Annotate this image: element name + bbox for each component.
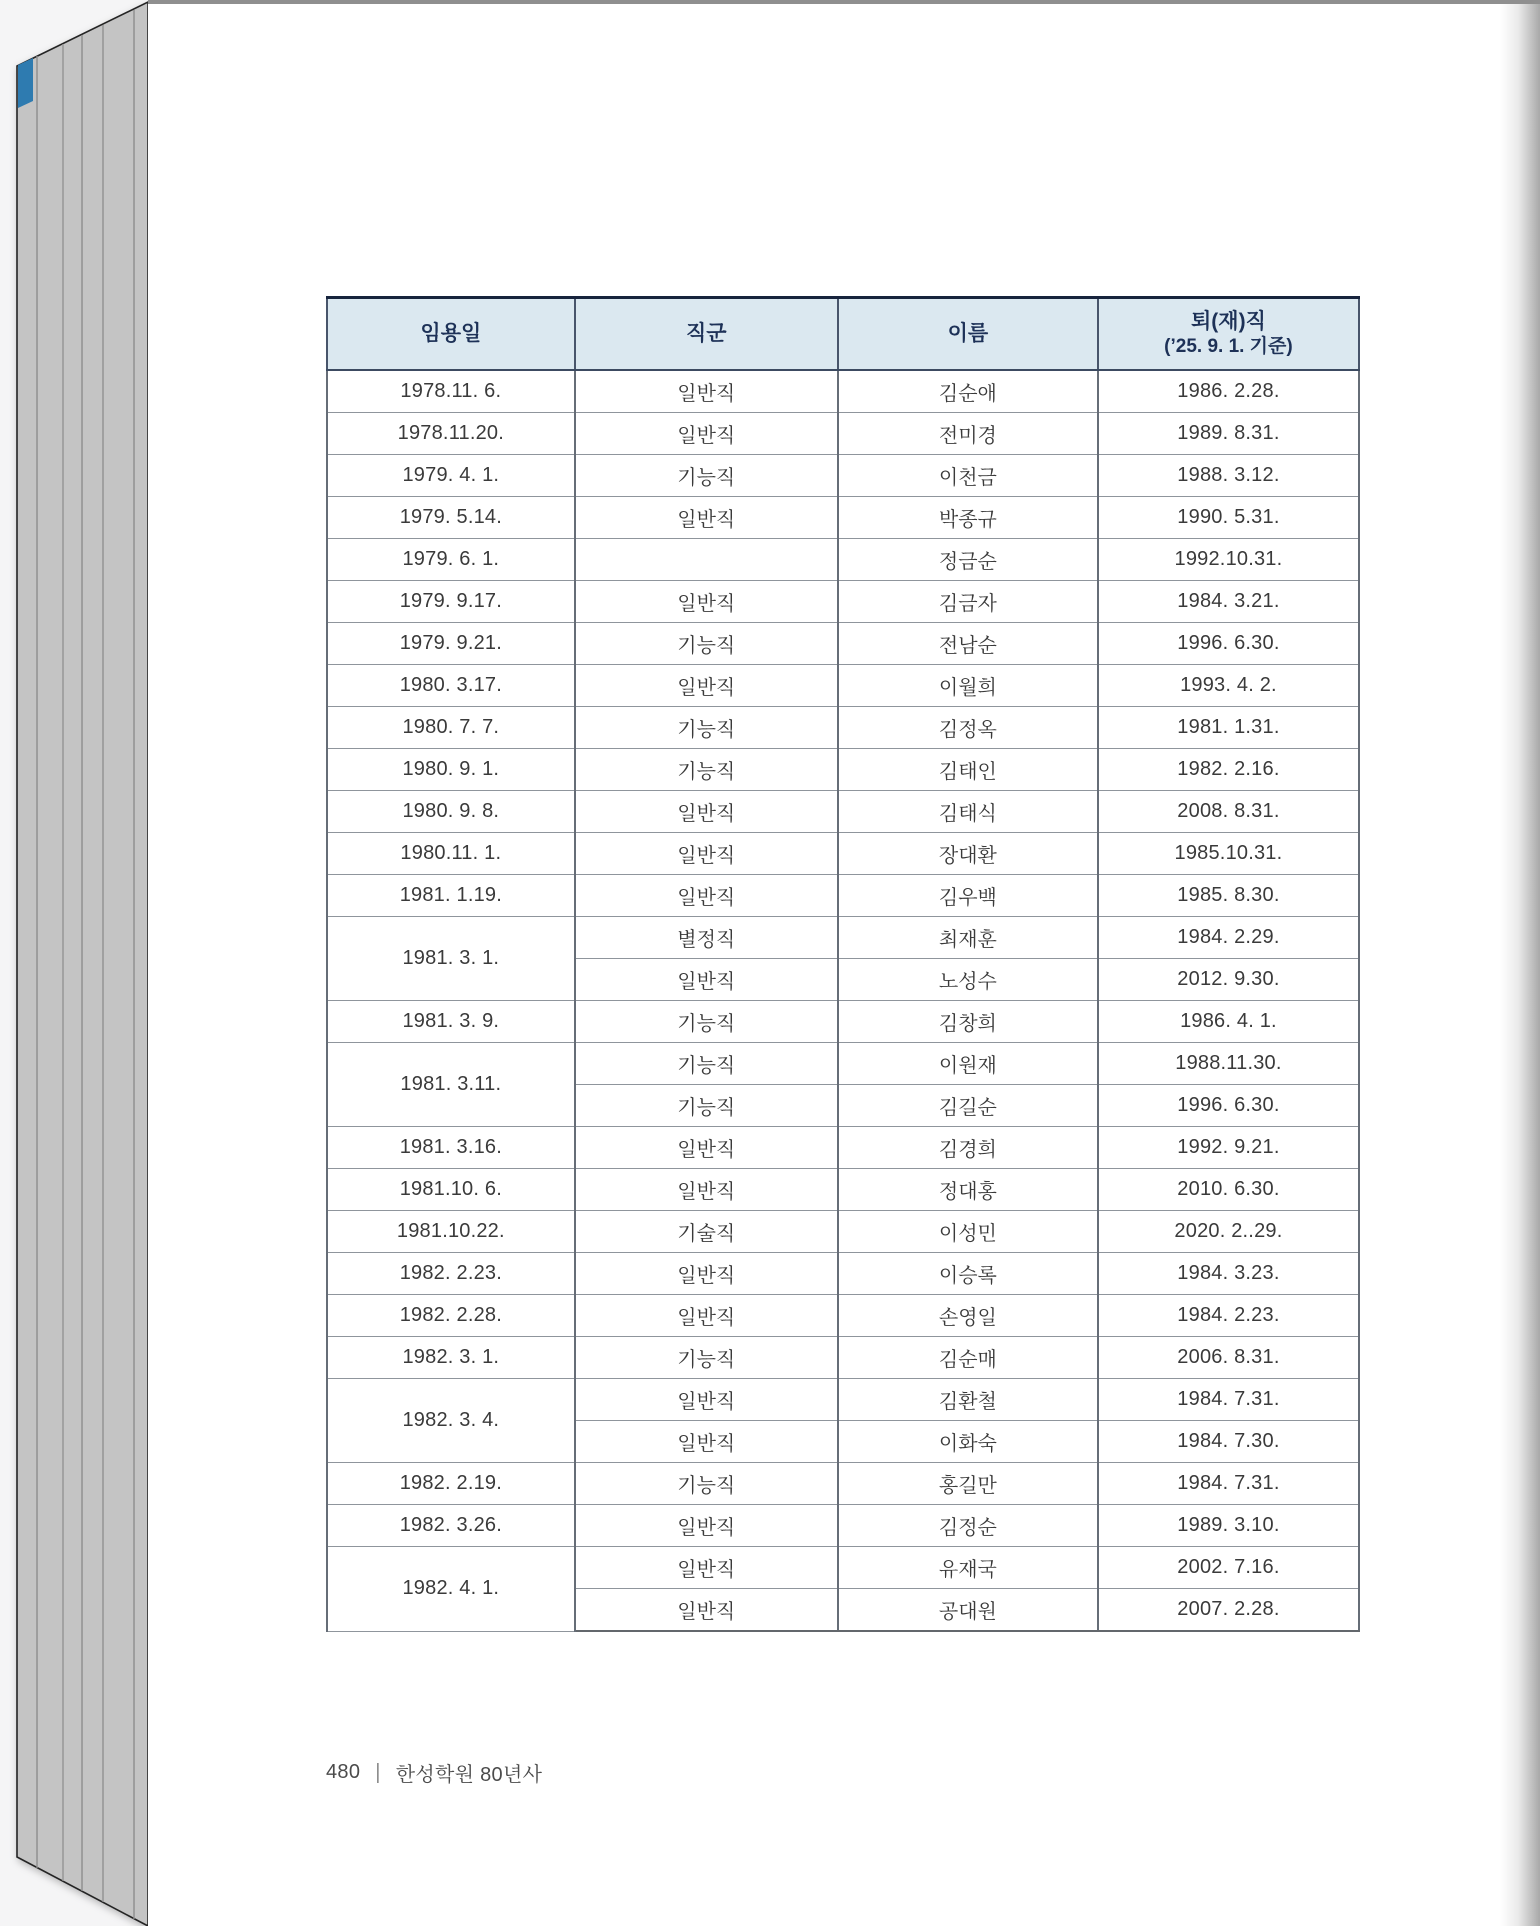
cell-appointment-date: 1982. 4. 1. (327, 1547, 575, 1632)
table-row (327, 1127, 1359, 1169)
cell-name: 김경희 (838, 1127, 1098, 1169)
book-title: 한성학원 80년사 (395, 1764, 543, 1786)
cell-retirement-date: 1989. 3.10. (1098, 1505, 1359, 1547)
cell-retirement-date: 1985.10.31. (1098, 833, 1359, 875)
cell-job-group (575, 539, 838, 581)
cell-name: 김정순 (838, 1505, 1098, 1547)
cell-appointment-date: 1979. 6. 1. (327, 539, 575, 581)
cell-appointment-date: 1981. 3. 1. (327, 917, 575, 1001)
table-header-row (327, 298, 1359, 371)
page-number: 480 (326, 1761, 361, 1783)
cell-name: 김우백 (838, 875, 1098, 917)
cell-name: 전남순 (838, 623, 1098, 665)
cell-job-group: 일반직 (575, 1547, 838, 1589)
header-name: 이름 (838, 298, 1098, 371)
cell-appointment-date: 1981. 1.19. (327, 875, 575, 917)
cell-appointment-date: 1981. 3.11. (327, 1043, 575, 1127)
cell-job-group: 기능직 (575, 1463, 838, 1505)
cell-appointment-date: 1980. 7. 7. (327, 707, 575, 749)
cell-name: 전미경 (838, 413, 1098, 455)
cell-appointment-date: 1982. 2.28. (327, 1295, 575, 1337)
table-row (327, 749, 1359, 791)
cell-name: 김창희 (838, 1001, 1098, 1043)
cell-name: 노성수 (838, 959, 1098, 1001)
cell-appointment-date: 1982. 3. 1. (327, 1337, 575, 1379)
table-row (327, 1337, 1359, 1379)
cell-retirement-date: 1985. 8.30. (1098, 875, 1359, 917)
cell-retirement-date: 2006. 8.31. (1098, 1337, 1359, 1379)
cell-job-group: 기능직 (575, 455, 838, 497)
cell-job-group: 별정직 (575, 917, 838, 959)
cell-job-group: 일반직 (575, 1127, 838, 1169)
cell-appointment-date: 1981.10.22. (327, 1211, 575, 1253)
cell-appointment-date: 1981. 3.16. (327, 1127, 575, 1169)
cell-appointment-date: 1978.11.20. (327, 413, 575, 455)
table-row (327, 791, 1359, 833)
cell-job-group: 기능직 (575, 1085, 838, 1127)
cell-retirement-date: 1992. 9.21. (1098, 1127, 1359, 1169)
header-retirement-line2: (’25. 9. 1. 기준) (1164, 336, 1293, 358)
cell-appointment-date: 1982. 3.26. (327, 1505, 575, 1547)
cell-job-group: 기술직 (575, 1211, 838, 1253)
cell-job-group: 일반직 (575, 497, 838, 539)
cell-retirement-date: 1992.10.31. (1098, 539, 1359, 581)
table-row (327, 413, 1359, 455)
cell-appointment-date: 1978.11. 6. (327, 370, 575, 413)
cell-retirement-date: 1996. 6.30. (1098, 623, 1359, 665)
cell-appointment-date: 1980. 9. 8. (327, 791, 575, 833)
cell-job-group: 기능직 (575, 623, 838, 665)
cell-appointment-date: 1979. 5.14. (327, 497, 575, 539)
cell-retirement-date: 1996. 6.30. (1098, 1085, 1359, 1127)
table-row (327, 1253, 1359, 1295)
cell-name: 김환철 (838, 1379, 1098, 1421)
cell-job-group: 일반직 (575, 370, 838, 413)
cell-retirement-date: 1986. 4. 1. (1098, 1001, 1359, 1043)
cell-name: 김길순 (838, 1085, 1098, 1127)
cell-appointment-date: 1979. 4. 1. (327, 455, 575, 497)
cell-job-group: 일반직 (575, 1505, 838, 1547)
cell-retirement-date: 1984. 2.29. (1098, 917, 1359, 959)
cell-job-group: 일반직 (575, 1421, 838, 1463)
cell-job-group: 일반직 (575, 1589, 838, 1632)
cell-retirement-date: 2008. 8.31. (1098, 791, 1359, 833)
cell-job-group: 기능직 (575, 749, 838, 791)
table-row (327, 1463, 1359, 1505)
cell-job-group: 일반직 (575, 1295, 838, 1337)
cell-name: 이성민 (838, 1211, 1098, 1253)
header-appointment-date: 임용일 (327, 298, 575, 371)
cell-job-group: 일반직 (575, 1379, 838, 1421)
footer-separator: | (375, 1760, 381, 1784)
cell-retirement-date: 1990. 5.31. (1098, 497, 1359, 539)
cell-appointment-date: 1980. 3.17. (327, 665, 575, 707)
cell-name: 정금순 (838, 539, 1098, 581)
cell-appointment-date: 1980. 9. 1. (327, 749, 575, 791)
cell-job-group: 일반직 (575, 413, 838, 455)
cell-appointment-date: 1979. 9.17. (327, 581, 575, 623)
cell-name: 김태인 (838, 749, 1098, 791)
cell-job-group: 일반직 (575, 959, 838, 1001)
cell-name: 박종규 (838, 497, 1098, 539)
page-right-edge-shade (1500, 4, 1540, 1926)
cell-name: 최재훈 (838, 917, 1098, 959)
cell-retirement-date: 1988.11.30. (1098, 1043, 1359, 1085)
cell-name: 김순애 (838, 370, 1098, 413)
cell-job-group: 일반직 (575, 665, 838, 707)
table-row (327, 1547, 1359, 1589)
cell-appointment-date: 1980.11. 1. (327, 833, 575, 875)
table-row (327, 833, 1359, 875)
table-row (327, 581, 1359, 623)
cell-name: 유재국 (838, 1547, 1098, 1589)
header-retirement (1098, 298, 1359, 371)
cell-job-group: 기능직 (575, 1337, 838, 1379)
cell-job-group: 일반직 (575, 833, 838, 875)
table-row (327, 917, 1359, 959)
cell-appointment-date: 1982. 2.23. (327, 1253, 575, 1295)
cell-retirement-date: 2002. 7.16. (1098, 1547, 1359, 1589)
cell-name: 장대환 (838, 833, 1098, 875)
cell-retirement-date: 1988. 3.12. (1098, 455, 1359, 497)
table-row (327, 497, 1359, 539)
table-row (327, 1505, 1359, 1547)
table-row (327, 455, 1359, 497)
cell-appointment-date: 1981.10. 6. (327, 1169, 575, 1211)
table-row (327, 875, 1359, 917)
cell-job-group: 일반직 (575, 791, 838, 833)
cell-name: 김정옥 (838, 707, 1098, 749)
cell-name: 이월희 (838, 665, 1098, 707)
table-row (327, 1169, 1359, 1211)
cell-appointment-date: 1981. 3. 9. (327, 1001, 575, 1043)
header-job-group: 직군 (575, 298, 838, 371)
cell-name: 이원재 (838, 1043, 1098, 1085)
cell-name: 김태식 (838, 791, 1098, 833)
cell-name: 이천금 (838, 455, 1098, 497)
page-footer (326, 1758, 542, 1787)
cell-name: 정대홍 (838, 1169, 1098, 1211)
cell-retirement-date: 1984. 3.21. (1098, 581, 1359, 623)
cell-retirement-date: 1984. 7.31. (1098, 1463, 1359, 1505)
cell-appointment-date: 1979. 9.21. (327, 623, 575, 665)
cell-retirement-date: 1993. 4. 2. (1098, 665, 1359, 707)
cell-name: 김순매 (838, 1337, 1098, 1379)
cell-name: 이화숙 (838, 1421, 1098, 1463)
book-page-stack (0, 0, 160, 1926)
table-row (327, 623, 1359, 665)
table-row (327, 1211, 1359, 1253)
cell-retirement-date: 1984. 2.23. (1098, 1295, 1359, 1337)
cell-retirement-date: 2012. 9.30. (1098, 959, 1359, 1001)
cell-retirement-date: 2010. 6.30. (1098, 1169, 1359, 1211)
cell-retirement-date: 1984. 3.23. (1098, 1253, 1359, 1295)
cell-retirement-date: 2007. 2.28. (1098, 1589, 1359, 1632)
cell-retirement-date: 1986. 2.28. (1098, 370, 1359, 413)
table-row (327, 707, 1359, 749)
cell-name: 공대원 (838, 1589, 1098, 1632)
cell-job-group: 기능직 (575, 1043, 838, 1085)
cell-appointment-date: 1982. 2.19. (327, 1463, 575, 1505)
table-row (327, 665, 1359, 707)
cell-retirement-date: 1984. 7.31. (1098, 1379, 1359, 1421)
table-row (327, 539, 1359, 581)
cell-retirement-date: 2020. 2..29. (1098, 1211, 1359, 1253)
table-row (327, 1043, 1359, 1085)
cell-job-group: 일반직 (575, 1253, 838, 1295)
table-row (327, 1379, 1359, 1421)
cell-name: 손영일 (838, 1295, 1098, 1337)
cell-retirement-date: 1984. 7.30. (1098, 1421, 1359, 1463)
table-row (327, 370, 1359, 413)
table-row (327, 1001, 1359, 1043)
cell-retirement-date: 1989. 8.31. (1098, 413, 1359, 455)
cell-name: 김금자 (838, 581, 1098, 623)
cell-job-group: 일반직 (575, 875, 838, 917)
cell-retirement-date: 1982. 2.16. (1098, 749, 1359, 791)
cell-job-group: 일반직 (575, 1169, 838, 1211)
cell-job-group: 기능직 (575, 707, 838, 749)
cell-appointment-date: 1982. 3. 4. (327, 1379, 575, 1463)
header-retirement-line1: 퇴(재)직 (1191, 310, 1266, 333)
cell-job-group: 일반직 (575, 581, 838, 623)
cell-name: 이승록 (838, 1253, 1098, 1295)
cell-name: 홍길만 (838, 1463, 1098, 1505)
table-row (327, 1295, 1359, 1337)
cell-job-group: 기능직 (575, 1001, 838, 1043)
cell-retirement-date: 1981. 1.31. (1098, 707, 1359, 749)
staff-roster-table (326, 296, 1360, 1632)
bookmark-tab-icon (18, 58, 33, 108)
